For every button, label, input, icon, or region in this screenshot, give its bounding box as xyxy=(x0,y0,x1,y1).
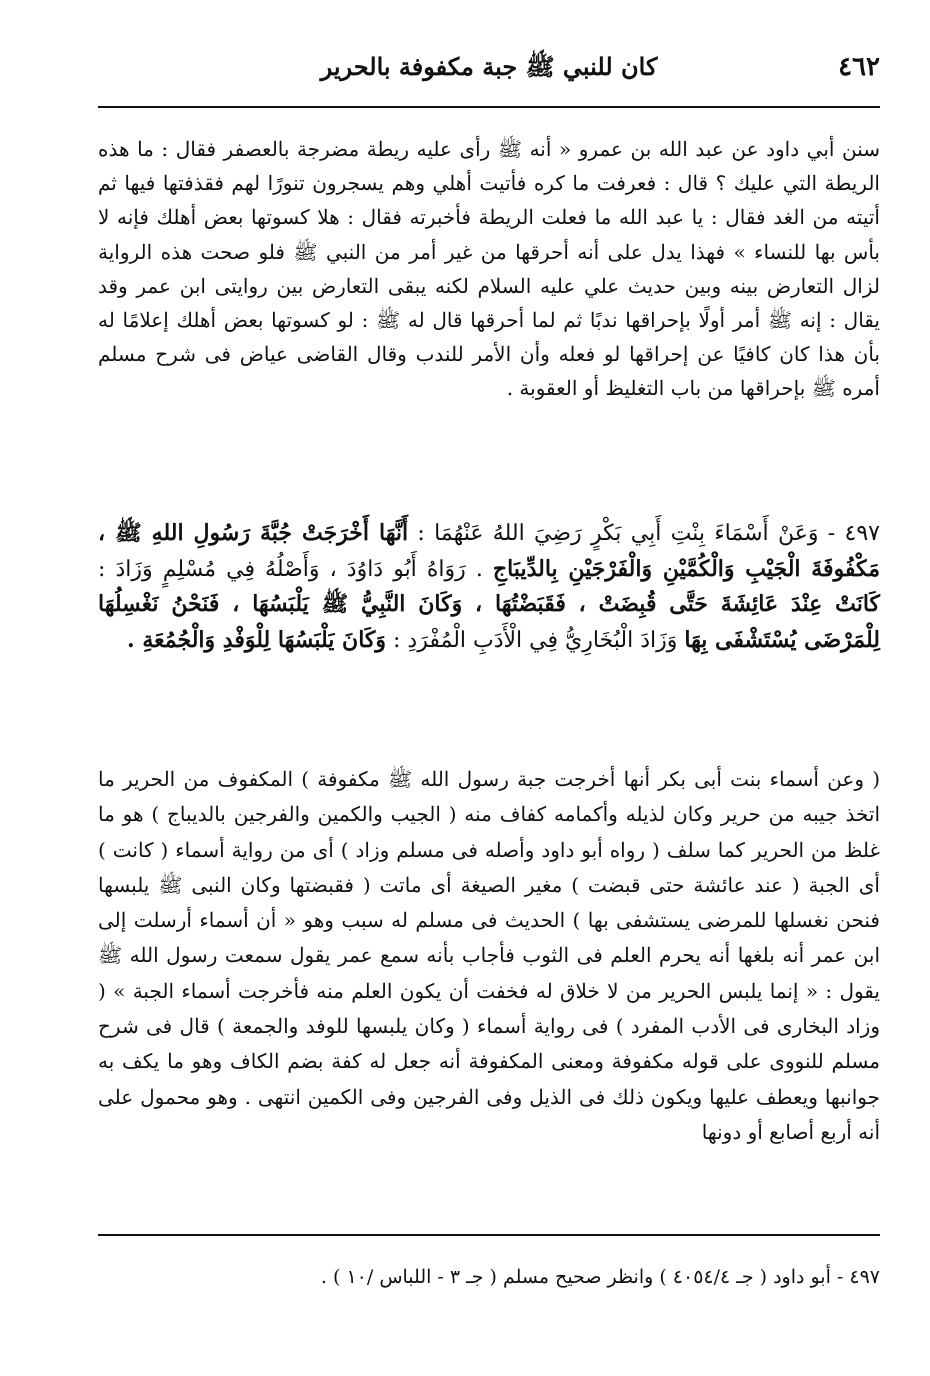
page-header xyxy=(98,48,880,98)
page-number: ٤٦٢ xyxy=(838,52,880,82)
commentary-continued-text: سنن أبي داود عن عبد الله بن عمرو « أنه ﷺ رأى عليه ريطة مضرجة بالعصفر فقال : ما هذه الريطة التي عليك ؟ قال : فعرفت ما كره فأتيت أهلي وهم يسجرون تنورًا لهم فقذفتها فيها ثم أتيته من الغد فقال : يا عبد الله ما فعلت الريطة فأخبرته فقال : هلا كسوتها بعض أهلك فإنه لا بأس بها للنساء » فهذا يدل على أنه أحرقها من غير أمر من النبي ﷺ فلو صحت هذه الرواية لزال التعارض بينه وبين حديث علي عليه السلام لكنه يبقى التعارض بين روايتى ابن عمر وقد يقال : إنه ﷺ أمر أولًا بإحراقها ندبًا ثم لما أحرقها قال له ﷺ : لو كسوتها بعض أهلك إعلامًا له بأن هذا كان كافيًا عن إحراقها لو فعله وأن الأمر للندب وقال القاضى عياض فى شرح مسلم أمره ﷺ بإحراقها من باب التغليظ أو العقوبة . xyxy=(98,137,880,401)
hadith-number: ٤٩٧ xyxy=(844,521,880,546)
running-title: كان للنبي ﷺ جبة مكفوفة بالحرير xyxy=(320,52,658,81)
hadith-text-2: كَانَتْ عِنْدَ عَائِشَةَ حَتَّى قُبِضَتْ ، فَقَبَضْتُهَا ، وَكَانَ النَّبِيُّ ﷺ يَلْبَسُهَا ، فَنَحْنُ نَغْسِلُهَا لِلْمَرْضَى يُسْتَشْفَى بِهَا xyxy=(98,591,880,653)
hadith-text xyxy=(98,516,880,658)
footnote xyxy=(98,1262,880,1292)
commentary-text: ( وعن أسماء بنت أبى بكر أنها أخرجت جبة رسول الله ﷺ مكفوفة ) المكفوف من الحرير ما اتخذ جيبه من حرير وكان لذيله وأكمامه كفاف منه ( الجيب والكمين والفرجين بالديباج ) هو ما غلظ من الحرير كما سلف ( رواه أبو داود وأصله فى مسلم وزاد ) أى من رواية أسماء ( كانت ) أى الجبة ( عند عائشة حتى قبضت ) مغير الصيغة أى ماتت ( فقبضتها وكان النبى ﷺ يلبسها فنحن نغسلها للمرضى يستشفى بها ) الحديث فى مسلم له سبب وهو « أن أسماء أرسلت إلى ابن عمر أنه بلغها أنه يحرم العلم فى الثوب فأجاب بأنه سمع عمر يقول سمعت رسول الله ﷺ يقول : « إنما يلبس الحرير من لا خلاق له فخفت أن يكون العلم منه فأخرجت أسماء الجبة » ( وزاد البخارى فى الأدب المفرد ) فى رواية أسماء ( وكان يلبسها للوفد والجمعة ) قال فى شرح مسلم للنووى على قوله مكفوفة ومعنى المكفوفة أنه جعل له كفة بضم الكاف وهو ما يكف به جوانبها ويعطف عليها ويكون ذلك فى الذيل وفى الفرجين وفى الكمين انتهى . وهو محمول على أنه أربع أصابع أو دونها xyxy=(98,767,881,1144)
hadith-497 xyxy=(98,516,880,658)
hadith-text-1: أَنَّهَا أَخْرَجَتْ جُبَّةَ رَسُولِ اللهِ ﷺ ، مَكْفُوفَةَ الْجَيْبِ وَالْكُمَّيْنِ وَالْفَرْجَيْنِ بِالدِّيبَاجِ xyxy=(98,520,880,582)
hadith-reference-1: . رَوَاهُ أَبُو دَاوُدَ ، وَأَصْلُهُ فِي مُسْلِمٍ وَزَادَ : xyxy=(98,556,483,582)
hadith-reference-2: وَزَادَ الْبُخَارِيُّ فِي الْأَدَبِ الْمُفْرَدِ : xyxy=(393,627,678,653)
commentary xyxy=(98,762,880,1150)
footnote-text: ٤٩٧ - أبو داود ( جـ ٤٠٥٤/٤ ) وانظر صحيح مسلم ( جـ ٣ - اللباس /١٠ ) . xyxy=(320,1266,880,1288)
hadith-intro: - وَعَنْ أَسْمَاءَ بِنْتِ أَبِي بَكْرٍ رَضِيَ اللهُ عَنْهُمَا : xyxy=(417,521,836,546)
commentary-continued xyxy=(98,132,880,406)
header-rule xyxy=(98,106,880,108)
hadith-text-3: وَكَانَ يَلْبَسُهَا لِلْوَفْدِ وَالْجُمُعَةِ . xyxy=(127,626,386,653)
footnote-rule xyxy=(98,1234,880,1236)
